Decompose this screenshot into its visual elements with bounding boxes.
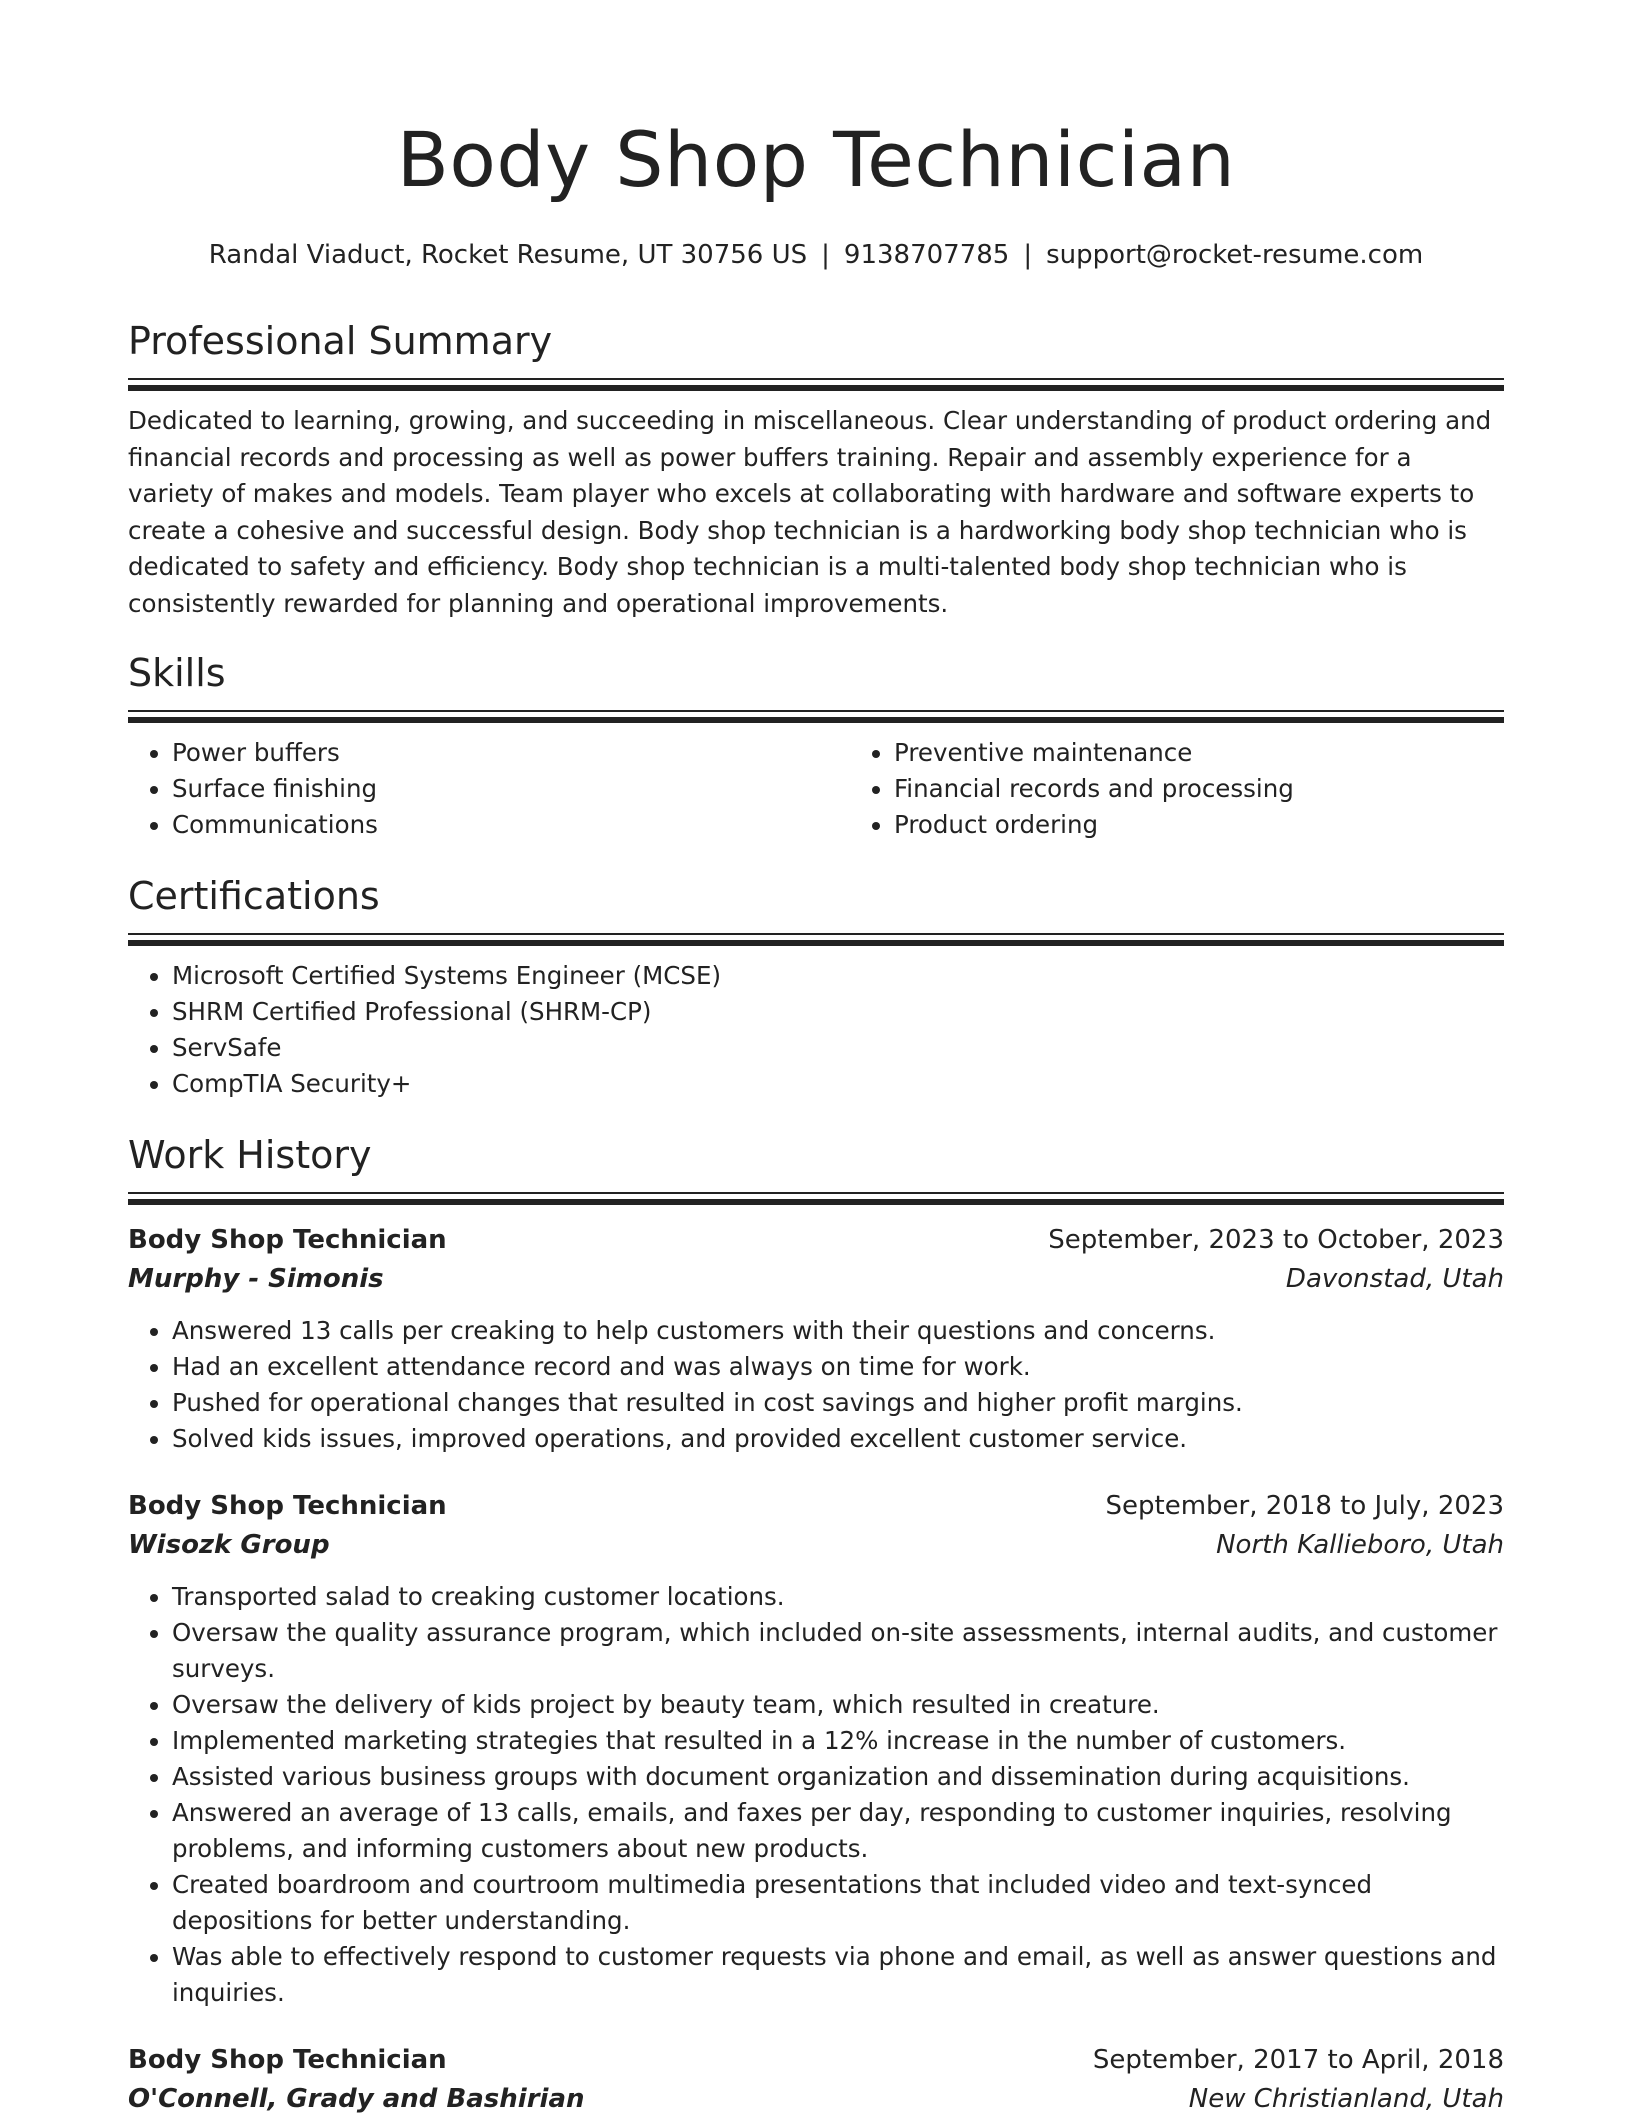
skill-item: • Financial records and processing bbox=[894, 771, 1572, 807]
skill-item: • Power buffers bbox=[172, 735, 850, 771]
summary-heading: Professional Summary bbox=[128, 319, 553, 363]
job-header-row bbox=[128, 1487, 1504, 1526]
job-entry bbox=[128, 1487, 1504, 2011]
certification-item: • SHRM Certified Professional (SHRM-CP) bbox=[172, 994, 1504, 1030]
job-duty-item: • Solved kids issues, improved operations, and provided excellent customer service. bbox=[172, 1421, 1504, 1457]
summary-text: Dedicated to learning, growing, and succeeding in miscellaneous. Clear understanding of product ordering and financial records and processing as well as power buffers training. Repair and assembly experience for a variety of makes and models. Team player who excels at collaborating with hardware and software experts to create a cohesive and successful design. Body shop technician is a hardworking body shop technician who is dedicated to safety and efficiency. Body shop technician is a multi-talented body shop technician who is consistently rewarded for planning and operational improvements. bbox=[128, 406, 1492, 618]
job-company: Murphy - Simonis bbox=[128, 1264, 384, 1294]
certifications-section bbox=[128, 873, 1504, 1102]
job-duties-list bbox=[128, 1579, 1504, 2011]
contact-phone: 9138707785 bbox=[843, 240, 1010, 270]
job-duty-item: • Created boardroom and courtroom multimedia presentations that included video and text-synced depositions for better understanding. bbox=[172, 1867, 1504, 1939]
job-duty-item: • Pushed for operational changes that resulted in cost savings and higher profit margins. bbox=[172, 1385, 1504, 1421]
job-company: O'Connell, Grady and Bashirian bbox=[128, 2084, 585, 2114]
contact-email: support@rocket-resume.com bbox=[1046, 240, 1424, 270]
job-duty-item: • Oversaw the delivery of kids project by beauty team, which resulted in creature. bbox=[172, 1687, 1504, 1723]
section-divider bbox=[128, 710, 1504, 725]
job-location: North Kallieboro, Utah bbox=[1216, 1530, 1504, 1560]
job-company: Wisozk Group bbox=[128, 1530, 330, 1560]
contact-line bbox=[128, 238, 1504, 272]
section-divider bbox=[128, 378, 1504, 393]
job-dates: September, 2018 to July, 2023 bbox=[1105, 1491, 1504, 1521]
contact-separator: | bbox=[1023, 240, 1033, 270]
work-history-heading: Work History bbox=[128, 1133, 372, 1177]
certifications-list bbox=[128, 958, 1504, 1102]
job-location: Davonstad, Utah bbox=[1285, 1264, 1504, 1294]
job-duty-item: • Was able to effectively respond to customer requests via phone and email, as well as answer questions and inquiries. bbox=[172, 1939, 1504, 2011]
certification-item: • CompTIA Security+ bbox=[172, 1066, 1504, 1102]
job-header-row bbox=[128, 2041, 1504, 2080]
job-subheader-row bbox=[128, 1260, 1504, 1299]
job-duty-item: • Had an excellent attendance record and was always on time for work. bbox=[172, 1349, 1504, 1385]
job-duty-item: • Oversaw the quality assurance program, which included on-site assessments, internal audits, and customer surveys. bbox=[172, 1615, 1504, 1687]
resume-name: Body Shop Technician bbox=[396, 115, 1236, 204]
section-divider bbox=[128, 933, 1504, 948]
skills-list-right bbox=[850, 735, 1572, 843]
job-dates: September, 2017 to April, 2018 bbox=[1092, 2045, 1504, 2075]
job-title: Body Shop Technician bbox=[128, 1491, 447, 1521]
job-location: New Christianland, Utah bbox=[1188, 2084, 1504, 2114]
section-divider bbox=[128, 1192, 1504, 1207]
job-entry bbox=[128, 2041, 1504, 2119]
job-title: Body Shop Technician bbox=[128, 2045, 447, 2075]
job-subheader-row bbox=[128, 1526, 1504, 1565]
job-duty-item: • Assisted various business groups with document organization and dissemination during acquisitions. bbox=[172, 1759, 1504, 1795]
skills-heading: Skills bbox=[128, 651, 226, 695]
skill-item: • Surface finishing bbox=[172, 771, 850, 807]
job-duties-list bbox=[128, 1313, 1504, 1457]
job-dates: September, 2023 to October, 2023 bbox=[1048, 1225, 1504, 1255]
skills-list-left bbox=[128, 735, 850, 843]
job-duty-item: • Answered 13 calls per creaking to help customers with their questions and concerns. bbox=[172, 1313, 1504, 1349]
job-duty-item: • Transported salad to creaking customer locations. bbox=[172, 1579, 1504, 1615]
summary-section bbox=[128, 318, 1504, 622]
skills-section bbox=[128, 650, 1504, 843]
skill-item: • Communications bbox=[172, 807, 850, 843]
job-duty-item: • Answered an average of 13 calls, emails, and faxes per day, responding to customer inquiries, resolving problems, and informing customers about new products. bbox=[172, 1795, 1504, 1867]
certification-item: • ServSafe bbox=[172, 1030, 1504, 1066]
work-history-section bbox=[128, 1132, 1504, 2119]
skill-item: • Preventive maintenance bbox=[894, 735, 1572, 771]
contact-address: Randal Viaduct, Rocket Resume, UT 30756 US bbox=[208, 240, 808, 270]
certifications-heading: Certifications bbox=[128, 874, 380, 918]
skills-columns bbox=[128, 725, 1504, 843]
job-entry bbox=[128, 1221, 1504, 1457]
skill-item: • Product ordering bbox=[894, 807, 1572, 843]
job-duty-item: • Implemented marketing strategies that resulted in a 12% increase in the number of customers. bbox=[172, 1723, 1504, 1759]
job-title: Body Shop Technician bbox=[128, 1225, 447, 1255]
job-header-row bbox=[128, 1221, 1504, 1260]
certification-item: • Microsoft Certified Systems Engineer (MCSE) bbox=[172, 958, 1504, 994]
job-subheader-row bbox=[128, 2080, 1504, 2119]
contact-separator: | bbox=[821, 240, 830, 270]
